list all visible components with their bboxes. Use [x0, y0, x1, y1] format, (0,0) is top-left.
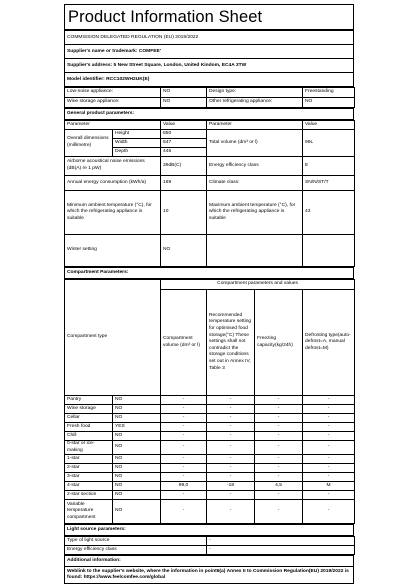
design-type-value: Freestanding — [303, 88, 355, 98]
design-type-label: Design type: — [207, 88, 303, 98]
max-ambient-label: Maximum ambient temperature (°C), for which the refrigerating appliance is suitable — [207, 191, 303, 235]
table-cell: - — [161, 491, 207, 500]
weblink-text: Weblink to the supplier's website, where the information in point6(a) Annex II to Commission Regulation(EU) 2019/2022 is found: https://www.feelcomfee.com/global — [65, 567, 354, 584]
noise-emissions-label: Airborne acoustical noise emissions (dB(A) re 1 pW) — [65, 157, 161, 176]
freezing-capacity-header: Freezing capacity(kg/24h) — [255, 290, 303, 396]
height-value: 850 — [161, 130, 207, 139]
page-title: Product Information Sheet — [68, 8, 263, 26]
table-cell: - — [207, 396, 255, 405]
column-header: Parameter — [65, 121, 161, 130]
table-cell: M — [303, 482, 355, 491]
depth-label: Depth — [113, 148, 161, 157]
climate-class-value: SN/N/ST/T — [303, 176, 355, 191]
table-cell: 1-star — [65, 455, 113, 464]
total-volume-value: 99L — [303, 130, 355, 157]
light-efficiency-value: - — [207, 546, 355, 555]
table-row — [65, 414, 355, 423]
table-cell: NO — [113, 473, 161, 482]
table-row — [65, 455, 355, 464]
additional-info-heading: Additional information: — [65, 556, 354, 567]
table-cell: - — [207, 500, 255, 524]
empty-cell — [207, 235, 303, 267]
table-cell: NO — [113, 500, 161, 524]
table-cell: NO — [113, 464, 161, 473]
table-row — [65, 235, 355, 267]
other-refrigerating-value: NO — [303, 98, 355, 108]
table-cell: - — [255, 405, 303, 414]
table-cell: - — [207, 473, 255, 482]
model-identifier: Model identifier: RCC102WH2UK(E) — [65, 73, 354, 87]
table-row — [65, 176, 355, 191]
supplier-address: Supplier's address: 5 New Street Square, London, United Kindom, EC4A 3TW — [65, 59, 354, 73]
light-source-heading: Light source parameters: — [65, 525, 354, 536]
table-cell: Cellar — [65, 414, 113, 423]
noise-emissions-value: 39dB(C) — [161, 157, 207, 176]
table-cell: 3-star — [65, 473, 113, 482]
table-row — [65, 396, 355, 405]
general-heading-table — [64, 108, 354, 120]
table-cell: NO — [113, 482, 161, 491]
table-cell: - — [303, 423, 355, 432]
table-cell: - — [207, 405, 255, 414]
energy-class-value: E — [303, 157, 355, 176]
table-row — [65, 88, 355, 98]
general-parameters-table — [64, 120, 355, 267]
table-cell: - — [255, 441, 303, 455]
table-cell: - — [303, 455, 355, 464]
compartment-type-header: Compartment type — [65, 280, 161, 396]
table-cell: - — [303, 491, 355, 500]
column-header: Value — [303, 121, 355, 130]
table-cell: NO — [113, 491, 161, 500]
table-cell: - — [255, 396, 303, 405]
min-ambient-value: 10 — [161, 191, 207, 235]
winter-setting-label: Winter setting — [65, 235, 161, 267]
table-cell: NO — [113, 455, 161, 464]
table-cell: - — [161, 455, 207, 464]
table-cell: - — [255, 414, 303, 423]
product-information-sheet — [64, 4, 354, 584]
table-row — [65, 464, 355, 473]
light-type-value: - — [207, 537, 355, 546]
table-row — [65, 423, 355, 432]
depth-value: 446 — [161, 148, 207, 157]
light-heading-table — [64, 524, 354, 536]
table-cell: Variable temperature compartment — [65, 500, 113, 524]
table-cell: - — [161, 405, 207, 414]
table-cell: Chill — [65, 432, 113, 441]
table-cell: NO — [113, 396, 161, 405]
table-cell: - — [161, 396, 207, 405]
table-cell: - — [255, 432, 303, 441]
table-cell: NO — [113, 414, 161, 423]
general-parameters-heading: General product parameters: — [65, 109, 354, 120]
defrosting-type-header: Defrosting type(auto-defrost=A, manual defrost=M) — [303, 290, 355, 396]
max-ambient-value: 43 — [303, 191, 355, 235]
table-cell: - — [303, 414, 355, 423]
column-header: Parameter — [207, 121, 303, 130]
table-cell: - — [161, 432, 207, 441]
compartment-parameters-heading: Compartment Parameters: — [65, 268, 354, 279]
compartment-heading-table — [64, 267, 354, 279]
table-cell: NO — [113, 432, 161, 441]
table-cell: - — [207, 441, 255, 455]
table-cell: 4,5 — [255, 482, 303, 491]
table-cell: - — [207, 423, 255, 432]
table-cell: - — [207, 464, 255, 473]
table-cell: - — [303, 432, 355, 441]
table-cell: Fresh food — [65, 423, 113, 432]
compartment-params-title: Compartment parameters and values — [161, 280, 355, 290]
dimensions-label: Overall dimensions (millimetre) — [65, 130, 113, 157]
light-source-table — [64, 536, 355, 555]
table-cell: - — [255, 455, 303, 464]
winter-setting-value: NO — [161, 235, 207, 267]
regulation-text: COMMISSION DELEGATED REGULATION (EU) 2019/2022 — [65, 31, 354, 45]
table-cell: 0-star or ice-making — [65, 441, 113, 455]
table-row — [65, 537, 355, 546]
table-cell: - — [161, 441, 207, 455]
table-cell: 4-star — [65, 482, 113, 491]
table-cell: - — [303, 405, 355, 414]
table-cell: - — [255, 491, 303, 500]
low-noise-label: Low-noise appliance: — [65, 88, 161, 98]
table-cell: - — [207, 491, 255, 500]
volume-header: Compartment volume (dm³ or l) — [161, 290, 207, 396]
width-value: 547 — [161, 139, 207, 148]
total-volume-label: Total volume (dm³ or l) — [207, 130, 303, 157]
table-cell: - — [303, 500, 355, 524]
table-cell: - — [255, 464, 303, 473]
table-cell: - — [255, 473, 303, 482]
table-cell: - — [161, 464, 207, 473]
supplier-name: Supplier's name or trademark: COMFEE' — [65, 45, 354, 59]
table-row — [65, 482, 355, 491]
table-header-row — [65, 121, 355, 130]
table-cell: - — [207, 414, 255, 423]
table-header-row — [65, 280, 355, 290]
table-cell: Wine storage — [65, 405, 113, 414]
table-cell: 2-star — [65, 464, 113, 473]
table-row — [65, 98, 355, 108]
table-row — [65, 500, 355, 524]
table-cell: YES — [113, 423, 161, 432]
table-row — [65, 473, 355, 482]
annual-energy-value: 169 — [161, 176, 207, 191]
temperature-header: Recommended temperature setting for optimised food storage(°C) These settings shall not contradict the storage conditions set out in Annex IV, Table 3 — [207, 290, 255, 396]
table-cell: - — [207, 455, 255, 464]
table-row — [65, 157, 355, 176]
table-cell: - — [161, 500, 207, 524]
additional-info-table — [64, 555, 354, 584]
empty-cell — [303, 235, 355, 267]
width-label: Width — [113, 139, 161, 148]
appliance-type-table — [64, 87, 355, 108]
light-efficiency-label: Energy efficiency class — [65, 546, 207, 555]
wine-storage-value: NO — [161, 98, 207, 108]
table-cell: NO — [113, 405, 161, 414]
annual-energy-label: Annual energy consumption (kWh/a) — [65, 176, 161, 191]
header-table — [64, 30, 354, 87]
table-cell: -18 — [207, 482, 255, 491]
table-cell: Pantry — [65, 396, 113, 405]
table-cell: - — [255, 500, 303, 524]
energy-class-label: Energy efficiency class — [207, 157, 303, 176]
table-cell: - — [255, 423, 303, 432]
table-cell: 99,0 — [161, 482, 207, 491]
table-cell: 2-star section — [65, 491, 113, 500]
table-cell: - — [303, 441, 355, 455]
title-box — [64, 4, 354, 30]
table-row — [65, 546, 355, 555]
table-row — [65, 441, 355, 455]
table-cell: - — [161, 423, 207, 432]
table-cell: - — [303, 473, 355, 482]
table-cell: - — [303, 464, 355, 473]
table-row — [65, 130, 355, 139]
table-cell: - — [207, 432, 255, 441]
table-cell: - — [161, 473, 207, 482]
table-row — [65, 432, 355, 441]
column-header: Value — [161, 121, 207, 130]
other-refrigerating-label: Other refrigerating appliance: — [207, 98, 303, 108]
height-label: Height — [113, 130, 161, 139]
low-noise-value: NO — [161, 88, 207, 98]
climate-class-label: Climate class: — [207, 176, 303, 191]
wine-storage-label: Wine storage appliance: — [65, 98, 161, 108]
min-ambient-label: Minimum ambient temperature (°C), for which the refrigerating appliance is suitable — [65, 191, 161, 235]
table-row — [65, 191, 355, 235]
table-row — [65, 405, 355, 414]
table-cell: - — [161, 414, 207, 423]
table-row — [65, 491, 355, 500]
table-cell: - — [303, 396, 355, 405]
compartment-table — [64, 279, 355, 524]
light-type-label: Type of light source — [65, 537, 207, 546]
table-cell: NO — [113, 441, 161, 455]
